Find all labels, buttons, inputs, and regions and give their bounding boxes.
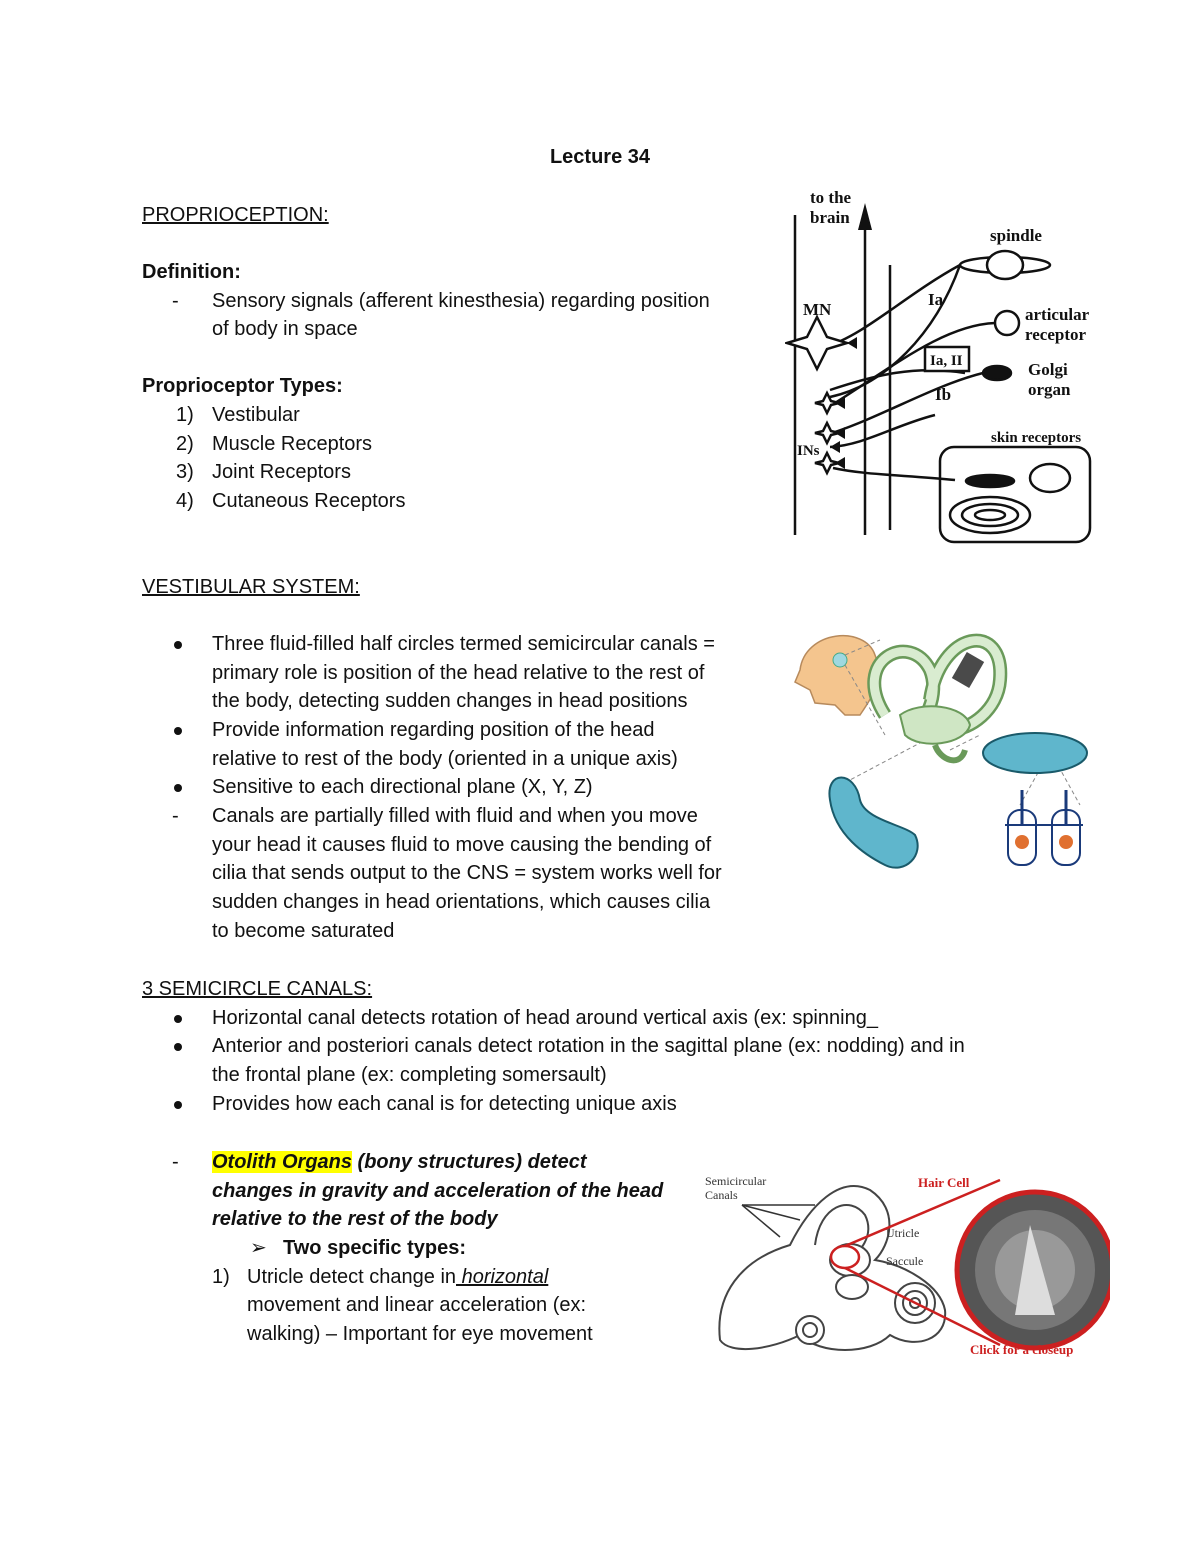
saccule-shape: [829, 778, 917, 868]
proprioception-circuit-figure: [785, 185, 1105, 550]
fig3-label-utricle: Utricle: [886, 1226, 920, 1240]
otolith-line: changes in gravity and acceleration of the head: [212, 1180, 664, 1202]
type-number: 1): [176, 404, 194, 426]
otolith-line: [212, 1148, 586, 1177]
type-item: Vestibular: [212, 404, 300, 426]
fig1-label-ins: INs: [797, 443, 820, 459]
fig1-label-receptor: receptor: [1025, 325, 1087, 344]
types-label: Proprioceptor Types:: [142, 375, 343, 397]
hair-cell-closeup: [957, 1192, 1110, 1348]
closeup-link[interactable]: Click for a closeup: [970, 1342, 1074, 1357]
vestibular-line: Sensitive to each directional plane (X, Y, Z): [212, 776, 593, 798]
fig1-label-mn: MN: [803, 300, 832, 319]
page-title: Lecture 34: [549, 146, 651, 168]
fig1-label-ia-ii: Ia, II: [930, 353, 963, 369]
bullet-dot: [174, 1101, 182, 1109]
otolith-highlight: Otolith Organs: [212, 1151, 352, 1173]
bullet-dot: [174, 1015, 182, 1023]
vestibular-line: Canals are partially filled with fluid and when you move: [212, 805, 698, 827]
type-item: Muscle Receptors: [212, 433, 373, 455]
type-number: 3): [176, 461, 194, 483]
dash-bullet: -: [172, 290, 179, 312]
vestibular-line: your head it causes fluid to move causing the bending of: [212, 834, 712, 856]
bullet-dot: [174, 641, 182, 649]
fig1-label-ia: Ia: [928, 290, 944, 309]
definition-line: Sensory signals (afferent kinesthesia) regarding position: [212, 290, 710, 312]
head-silhouette: [795, 636, 878, 715]
vestibular-heading: VESTIBULAR SYSTEM:: [142, 576, 360, 598]
fig1-label-skin-receptors: skin receptors: [991, 430, 1082, 446]
canals-line: the frontal plane (ex: completing somersault): [212, 1064, 607, 1086]
dash-bullet: -: [172, 1151, 179, 1173]
otolith-item-line: [247, 1263, 548, 1292]
fig1-label-to-the: to the: [810, 188, 852, 207]
canals-line: Horizontal canal detects rotation of head around vertical axis (ex: spinning_: [212, 1007, 878, 1029]
fig3-label-saccule: Saccule: [886, 1254, 924, 1268]
fig3-label-hair-cell: Hair Cell: [918, 1175, 970, 1190]
vestibular-line: primary role is position of the head relative to the rest of: [212, 662, 705, 684]
inner-ear-outline: [719, 1186, 945, 1350]
otolith-item-line: movement and linear acceleration (ex:: [247, 1294, 587, 1316]
otolith-line: relative to the rest of the body: [212, 1208, 498, 1230]
fig3-label-semicircular: Semicircular: [705, 1174, 767, 1188]
otolith-item-number: 1): [212, 1266, 230, 1288]
otolith-types-label: Two specific types:: [283, 1237, 467, 1259]
vestibular-line: Three fluid-filled half circles termed semicircular canals =: [212, 633, 715, 655]
otolith-line-rest: (bony structures) detect: [352, 1151, 587, 1173]
type-item: Cutaneous Receptors: [212, 490, 406, 512]
canals-line: Provides how each canal is for detecting unique axis: [212, 1093, 677, 1115]
otolith-item-line: walking) – Important for eye movement: [247, 1323, 593, 1345]
fig1-label-ib: Ib: [935, 385, 952, 404]
fig3-label-canals: Canals: [705, 1188, 738, 1202]
inner-ear-hair-cell-figure: [700, 1165, 1110, 1365]
vestibular-line: sudden changes in head orientations, which causes cilia: [212, 891, 711, 913]
proprioception-heading: PROPRIOCEPTION:: [142, 204, 329, 226]
hair-cell-icons: [1005, 790, 1083, 865]
fig1-label-organ: organ: [1028, 380, 1071, 399]
vestibular-line: Provide information regarding position of the head: [212, 719, 655, 741]
utricle-disc: [983, 733, 1087, 773]
canals-line: Anterior and posteriori canals detect rotation in the sagittal plane (ex: nodding) and in: [212, 1035, 965, 1057]
definition-line: of body in space: [212, 318, 358, 340]
inner-ear-marker: [833, 653, 847, 667]
canal-structure: [874, 641, 1000, 761]
fig1-label-brain: brain: [810, 208, 850, 227]
otolith-item-pre: Utricle detect change in: [247, 1266, 457, 1288]
fig1-label-golgi: Golgi: [1028, 360, 1068, 379]
otolith-item-emphasis: horizontal: [456, 1266, 549, 1288]
bullet-dot: [174, 1043, 182, 1051]
bullet-dot: [174, 784, 182, 792]
fig1-label-articular: articular: [1025, 305, 1090, 324]
type-number: 4): [176, 490, 194, 512]
vestibular-line: cilia that sends output to the CNS = system works well for: [212, 862, 722, 884]
arrow-bullet-icon: ➢: [250, 1237, 267, 1259]
canals-heading: 3 SEMICIRCLE CANALS:: [142, 978, 373, 1000]
vestibular-line: to become saturated: [212, 920, 395, 942]
vestibular-line: relative to rest of the body (oriented in a unique axis): [212, 748, 678, 770]
type-item: Joint Receptors: [212, 461, 351, 483]
definition-label: Definition:: [142, 261, 241, 283]
dash-bullet: -: [172, 805, 179, 827]
semicircular-canals-figure: [790, 620, 1090, 895]
fig1-label-spindle: spindle: [990, 226, 1042, 245]
bullet-dot: [174, 727, 182, 735]
type-number: 2): [176, 433, 194, 455]
vestibular-line: the body, detecting sudden changes in head positions: [212, 690, 688, 712]
